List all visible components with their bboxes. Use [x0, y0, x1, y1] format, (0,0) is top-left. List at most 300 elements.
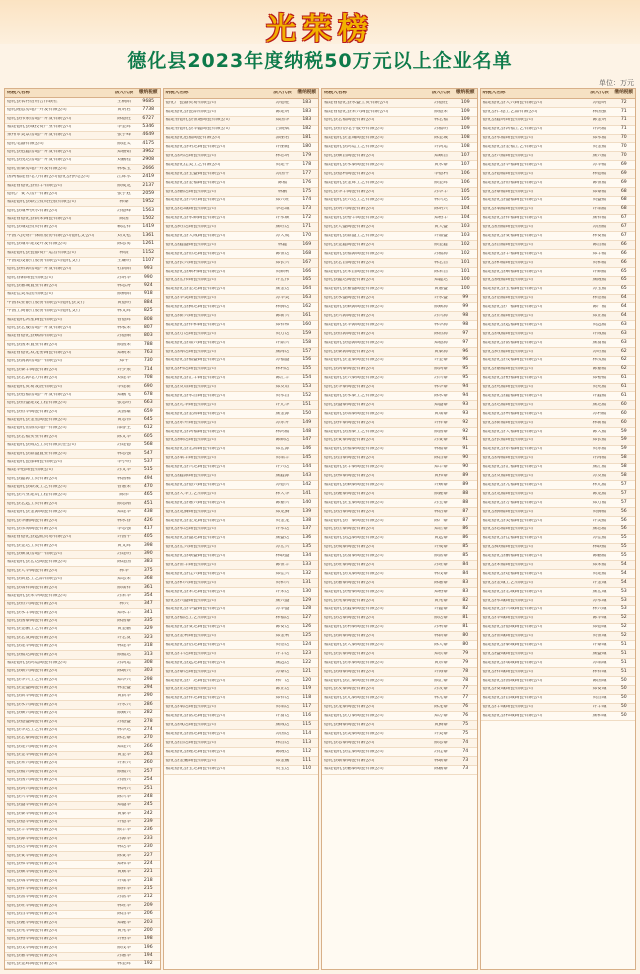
legal-rep: 苏鸿运: [117, 660, 131, 665]
legal-rep: 黄建福: [592, 571, 607, 576]
table-row: [5, 392, 160, 400]
company-name: 德化县兴福陶瓷有限公司: [482, 153, 534, 158]
legal-rep: 林安福: [592, 234, 607, 238]
legal-rep: 林联泰: [434, 758, 448, 763]
company-name: 福建德化县荣达陶瓷有限公司: [165, 589, 226, 594]
company-name: 福建省德化县荣兴陶瓷有限公司: [324, 109, 389, 114]
table-row: [322, 615, 477, 624]
tax-amount: 270: [143, 735, 153, 741]
legal-rep: 苏德胜: [434, 100, 448, 105]
tax-amount: 236: [143, 827, 153, 833]
tax-amount: 167: [302, 259, 312, 265]
tax-amount: 65: [620, 277, 627, 283]
tax-amount: 74: [462, 748, 469, 754]
company-name: 福建德化县宏城陶瓷有限公司: [482, 589, 543, 594]
table-row: [5, 542, 160, 550]
table-row: [164, 481, 319, 490]
table-row: [164, 401, 319, 410]
tax-amount: 115: [302, 721, 312, 727]
legal-rep: 郑祥达: [275, 696, 290, 701]
tax-amount: 257: [143, 768, 153, 774]
header-name: 纳税人名称: [7, 90, 30, 95]
legal-rep: 许丰达: [275, 651, 290, 656]
tax-amount: 2908: [142, 157, 155, 163]
tax-amount: 123: [302, 650, 312, 656]
company-name: 德化县顺昌陶瓷有限公司: [324, 153, 375, 158]
legal-rep: 陈金城: [434, 136, 448, 141]
company-name: 德化县城乡供水有限公司: [7, 208, 58, 213]
legal-rep: 许美福: [592, 518, 607, 523]
company-name: 德化县兴业建筑工程有限公司: [7, 493, 67, 498]
tax-amount: 68: [620, 206, 627, 212]
tax-amount: 194: [143, 953, 153, 959]
tax-amount: 426: [143, 517, 153, 523]
table-row: [5, 710, 160, 718]
table-row: [5, 433, 160, 441]
tax-amount: 303: [143, 668, 153, 674]
legal-rep: 颜隆福: [592, 278, 607, 283]
legal-rep: 黄恒城: [592, 634, 607, 639]
company-name: 德化县利达陶瓷有限公司: [165, 367, 217, 372]
table-row: [481, 490, 636, 499]
tax-amount: 94: [462, 384, 469, 390]
tax-amount: 50: [620, 713, 627, 719]
legal-rep: 陈恒达: [275, 251, 290, 256]
table-row: [481, 170, 636, 179]
company-name: 福建德化县信达陶瓷有限公司: [165, 642, 226, 647]
tax-amount: 803: [143, 333, 153, 339]
company-name: 德化县丰华陶瓷有限公司: [7, 828, 58, 833]
company-name: 福建德化县华福陶瓷有限公司: [482, 162, 543, 167]
company-name: 德化隆恩房地产开发有限公司: [7, 108, 67, 113]
table-row: [322, 686, 477, 695]
legal-rep: 黄宝达: [275, 767, 290, 772]
tax-amount: 93: [462, 401, 469, 407]
tax-amount: 537: [143, 458, 153, 464]
tax-amount: 151: [302, 401, 312, 407]
legal-rep: 许顺福: [592, 269, 607, 274]
company-name: 德化县友福陶瓷有限公司: [482, 474, 534, 479]
legal-rep: 许少泉: [117, 367, 131, 372]
legal-rep: 许鸿运: [434, 145, 448, 150]
tax-amount: 105: [460, 197, 470, 203]
tax-amount: 168: [302, 250, 312, 256]
company-name: 福建德化县远泰陶瓷有限公司: [324, 536, 384, 541]
legal-rep: 林联福: [592, 545, 607, 550]
tax-amount: 131: [302, 579, 312, 585]
company-name: 福建德化县金辉工艺有限公司: [324, 180, 384, 185]
tax-amount: 90: [462, 455, 469, 461]
tax-amount: 85: [462, 544, 469, 550]
company-name: 德化县新意工艺品有限公司: [7, 577, 63, 582]
tax-amount: 89: [462, 481, 469, 487]
company-name: 德化县荣福陶瓷有限公司: [482, 562, 534, 567]
legal-rep: 陈恒丰: [275, 562, 290, 567]
tax-amount: 183: [302, 99, 312, 105]
legal-rep: 郑长兴: [275, 260, 290, 265]
company-name: 福建德化县德兴陶瓷有限公司: [165, 482, 226, 487]
legal-rep: 颜志福: [592, 527, 607, 532]
legal-rep: 许裕华: [117, 937, 131, 942]
company-name: 福建德化县宝盛陶瓷有限公司: [165, 171, 226, 176]
tax-amount: 224: [143, 860, 153, 866]
legal-rep: 许祥泰: [434, 420, 448, 425]
legal-rep: 林文辉: [117, 309, 131, 314]
table-row: [164, 570, 319, 579]
tax-amount: 1361: [142, 232, 155, 238]
legal-rep: 黄和泰: [434, 474, 448, 479]
legal-rep: 郑顺昌: [434, 153, 448, 158]
column-header: [5, 89, 160, 98]
table-row: [5, 450, 160, 458]
legal-rep: 郑鹏飞: [117, 392, 131, 397]
company-name: 福建德化县远达陶瓷有限公司: [165, 660, 226, 665]
company-name: 中国人民财产保险股份有限公司德化支公司: [7, 233, 95, 238]
table-row: [5, 308, 160, 316]
legal-rep: 许宏发: [117, 635, 131, 640]
legal-rep: 林晨: [119, 250, 129, 255]
tax-amount: 105: [460, 188, 470, 194]
company-name: 德化县鸿兴陶瓷有限公司: [7, 786, 58, 791]
table-row: [5, 877, 160, 885]
tax-amount: 165: [302, 277, 312, 283]
tax-amount: 59: [620, 437, 627, 443]
table-row: [322, 108, 477, 117]
honor-roll-title: 光荣榜: [266, 12, 374, 47]
legal-rep: 陈恒源: [434, 331, 448, 336]
tax-amount: 405: [143, 534, 153, 540]
table-row: [322, 757, 477, 766]
legal-rep: 苏宝泰: [434, 500, 448, 505]
company-name: 福建德化县兴旺陶瓷有限公司: [165, 198, 226, 203]
legal-rep: 陈金明: [592, 118, 607, 123]
table-row: [164, 721, 319, 730]
legal-rep: 林茂福: [592, 358, 607, 363]
legal-rep: 苏佳福: [592, 536, 607, 541]
tax-amount: 125: [302, 633, 312, 639]
table-row: [5, 668, 160, 676]
company-name: 福建德化县国达陶瓷有限公司: [165, 731, 226, 736]
table-row: [322, 544, 477, 553]
legal-rep: 郑荣福: [592, 562, 607, 567]
tax-amount: 162: [302, 304, 312, 310]
tax-amount: 182: [302, 126, 312, 132]
table-row: [481, 330, 636, 339]
company-name: 德化县成泰陶瓷有限公司: [324, 545, 375, 550]
company-name: 德化县永兴陶瓷有限公司: [7, 702, 58, 707]
table-row: [164, 464, 319, 473]
company-name: 德化县华城陶瓷有限公司: [482, 616, 534, 621]
tax-amount: 109: [460, 99, 470, 105]
tax-amount: 282: [143, 710, 153, 716]
legal-rep: 黄腾泰: [434, 722, 448, 727]
table-row: [164, 650, 319, 659]
table-row: [164, 757, 319, 766]
tax-amount: 53: [620, 597, 627, 603]
tax-amount: 154: [302, 375, 312, 381]
table-row: [5, 425, 160, 433]
tax-amount: 64: [620, 313, 627, 319]
tax-amount: 58: [620, 464, 627, 470]
company-name: 德化县腾泰陶瓷有限公司: [324, 722, 375, 727]
table-row: [5, 802, 160, 810]
table-row: [322, 730, 477, 739]
company-name: 德化县华兴工艺有限公司: [7, 677, 58, 682]
company-name: 福建德化县安福陶瓷有限公司: [482, 234, 543, 238]
table-row: [164, 597, 319, 606]
table-row: [164, 517, 319, 526]
table-row: [164, 535, 319, 544]
table-row: [5, 224, 160, 232]
company-name: 福建德化县万福陶瓷有限公司: [482, 500, 543, 505]
table-row: [5, 149, 160, 157]
company-name: 福建德化县兴泰陶瓷有限公司: [324, 376, 384, 381]
company-name: 德化县和福陶瓷有限公司: [482, 260, 534, 265]
tax-amount: 209: [143, 902, 153, 908]
company-name: 德化县顺达陶瓷有限公司: [165, 438, 217, 443]
tax-amount: 69: [620, 179, 627, 185]
table-row: [5, 794, 160, 802]
legal-rep: 郑兴旺: [275, 198, 290, 203]
tax-amount: 61: [620, 384, 627, 390]
legal-rep: 颜宏城: [592, 589, 607, 594]
table-row: [5, 266, 160, 274]
legal-rep: 郑盛泰: [434, 402, 448, 407]
company-name: 福建德化县联盛陶瓷有限公司: [165, 554, 226, 559]
legal-rep: 颜远达: [275, 660, 290, 665]
company-name: 福建德化县丰福陶瓷有限公司: [482, 251, 543, 256]
table-row: [5, 232, 160, 240]
tax-amount: 245: [143, 802, 153, 808]
tax-amount: 177: [302, 170, 312, 176]
table-row: [164, 366, 319, 375]
company-name: 德化县华达工艺有限公司: [7, 727, 58, 732]
table-row: [481, 197, 636, 206]
company-name: 福建德化县金福陶瓷有限公司: [165, 180, 226, 185]
tax-amount: 60: [620, 410, 627, 416]
tax-amount: 7738: [142, 107, 155, 113]
company-name: 福建德化县联合投资控股有限公司: [7, 200, 76, 205]
table-row: [481, 464, 636, 473]
company-name: 德化县安华陶瓷有限公司: [7, 853, 58, 858]
legal-rep: 许鸿福: [592, 127, 607, 132]
tax-amount: 181: [302, 135, 312, 141]
legal-rep: 颜海达: [275, 349, 290, 354]
table-row: [481, 481, 636, 490]
table-row: [164, 499, 319, 508]
company-name: 德化县茂华陶瓷有限公司: [7, 945, 58, 950]
tax-amount: 122: [302, 659, 312, 665]
table-row: [322, 99, 477, 108]
tax-amount: 51: [620, 668, 627, 674]
legal-rep: 许鼎兴: [275, 340, 290, 345]
company-name: 德化县恒丰陶瓷有限公司: [165, 562, 217, 567]
table-row: [5, 509, 160, 517]
legal-rep: 颜鸿泰: [434, 367, 448, 372]
legal-rep: 颜祥华: [117, 887, 131, 892]
company-name: 德化春阳陶瓷有限公司: [7, 275, 53, 280]
table-row: [164, 695, 319, 704]
legal-rep: 黄和兴: [275, 580, 290, 585]
tax-amount: 67: [620, 233, 627, 238]
legal-rep: 颜盛城: [592, 651, 607, 656]
tax-amount: 417: [143, 525, 153, 531]
company-name: 福建德化县鹏福陶瓷有限公司: [482, 554, 543, 559]
company-name: 德化县华鹏陶瓷有限公司: [7, 518, 58, 523]
table-row: [5, 333, 160, 341]
tax-amount: 69: [620, 170, 627, 176]
tax-amount: 86: [462, 526, 469, 532]
table-row: [164, 143, 319, 152]
legal-rep: 赖廷祥: [117, 225, 131, 230]
company-name: 德化县福达工艺有限公司: [165, 616, 217, 621]
company-name: 福建德化县佳福陶瓷有限公司: [482, 536, 543, 541]
table-row: [481, 223, 636, 232]
legal-rep: 郑祥和: [275, 322, 290, 327]
legal-rep: 林联盛: [275, 554, 290, 559]
tax-amount: 227: [143, 852, 153, 858]
legal-rep: 黄盛福: [592, 198, 607, 203]
company-name: 德化县天华工艺有限公司: [165, 491, 217, 496]
company-name: 福建德化县鸿运工艺有限公司: [324, 145, 384, 150]
company-name: 德化县昌泰陶瓷有限公司: [324, 456, 375, 461]
tax-amount: 67: [620, 215, 627, 221]
company-name: 福建德化县广达陶瓷有限公司: [165, 678, 226, 683]
table-row: [5, 584, 160, 592]
tax-amount: 308: [143, 659, 153, 665]
legal-rep: 郑宏源: [275, 447, 290, 452]
tax-amount: 62: [620, 348, 627, 354]
company-name: 德化县隆福陶瓷有限公司: [482, 278, 534, 283]
table-row: [164, 384, 319, 393]
company-name: 德化县东海陶瓷有限公司: [7, 526, 58, 531]
tax-amount: 212: [143, 894, 153, 900]
tax-amount: 118: [302, 695, 312, 701]
table-row: [481, 446, 636, 455]
company-name: 德化县盛城陶瓷有限公司: [482, 651, 534, 656]
company-name: 福建德化县汇丰陶瓷有限公司: [165, 376, 226, 381]
tax-amount: 100: [460, 286, 470, 292]
legal-rep: 许金城: [592, 580, 607, 585]
legal-rep: 苏泰达: [275, 669, 290, 674]
tax-amount: 1261: [142, 241, 155, 247]
company-name: 福建德化县鑫泰陶瓷有限公司: [324, 607, 384, 612]
legal-rep: 许鼎盛: [434, 234, 448, 238]
table-row: [5, 601, 160, 609]
tax-amount: 990: [143, 274, 153, 280]
tax-amount: 81: [462, 624, 469, 630]
tax-amount: 108: [460, 135, 470, 141]
company-name: 福建德化冠福陶瓷有限公司: [165, 136, 221, 141]
table-row: [5, 894, 160, 902]
company-name: 福建德化县鹏泰陶瓷有限公司: [324, 767, 384, 772]
tax-amount: 141: [302, 490, 312, 496]
legal-rep: 苏德峰: [117, 208, 131, 213]
table-row: [5, 861, 160, 869]
legal-rep: 许富达: [275, 714, 290, 719]
table-row: [322, 232, 477, 241]
table-row: [5, 216, 160, 224]
legal-rep: 颜盛达: [275, 536, 290, 541]
tax-amount: 126: [302, 624, 312, 630]
table-row: [322, 375, 477, 384]
legal-rep: 郑正泰: [434, 527, 448, 532]
company-name: 德化县永福陶瓷有限公司: [482, 136, 534, 141]
company-name: 中国农业银行股份有限公司德化县支行: [7, 300, 86, 305]
legal-rep: 颜达泰: [434, 616, 448, 621]
tax-amount: 71: [620, 126, 627, 132]
legal-rep: 黄志伟: [117, 418, 131, 423]
legal-rep: 林家荣: [117, 325, 131, 330]
company-name: 德化县源华陶瓷有限公司: [7, 836, 58, 841]
company-name: 福建德化县茂福陶瓷有限公司: [482, 358, 543, 363]
table-row: [5, 107, 160, 115]
company-name: 福建德化县广泰陶瓷有限公司: [324, 518, 384, 523]
table-row: [5, 442, 160, 450]
legal-rep: 黄德明: [117, 300, 131, 305]
legal-rep: 许瑞福: [592, 207, 607, 212]
company-name: 德化县海达陶瓷有限公司: [165, 349, 217, 354]
table-row: [481, 704, 636, 713]
legal-rep: 苏友福: [592, 474, 607, 479]
company-name: 德化县伟泉房地产开发有限公司: [7, 116, 72, 121]
legal-rep: 黄东泰: [434, 660, 448, 665]
company-name: 福建德化县福盛陶瓷有限公司: [165, 358, 226, 363]
table-row: [164, 446, 319, 455]
tax-amount: 158: [302, 339, 312, 345]
table-column-4: [480, 88, 637, 970]
company-name: 德化县腾福陶瓷有限公司: [482, 509, 534, 514]
tax-amount: 144: [302, 464, 312, 470]
table-row: [5, 484, 160, 492]
table-row: [164, 268, 319, 277]
company-name: 德化县金鹏陶瓷有限公司: [165, 758, 217, 763]
legal-rep: 林华: [119, 568, 129, 573]
company-name: 德化县成福陶瓷有限公司: [482, 331, 534, 336]
legal-rep: 陈宏泰: [117, 736, 131, 741]
company-name: 福建德化县茂泰陶瓷有限公司: [324, 571, 384, 576]
company-name: 德化县旺泰陶瓷有限公司: [324, 562, 375, 567]
legal-rep: 苏宝福: [592, 287, 607, 292]
table-row: [5, 98, 160, 106]
company-name: 德化县华美陶瓷有限公司: [165, 296, 217, 301]
company-name: 德化县兆泰陶瓷有限公司: [324, 598, 375, 603]
legal-rep: 林福达: [275, 616, 290, 621]
tax-amount: 104: [460, 206, 470, 212]
header-banner: [0, 0, 640, 47]
company-name: 德化县瑞华陶瓷有限公司: [7, 878, 58, 883]
legal-rep: 陈文华: [117, 434, 131, 439]
legal-rep: 许海福: [592, 456, 607, 461]
table-row: [481, 215, 636, 224]
legal-rep: 许海泰: [434, 669, 448, 674]
company-name: 德化县悦达房地产开发有限公司: [7, 158, 72, 163]
legal-rep: 许荣兴: [117, 761, 131, 766]
company-name: 福建德化县嘉盛陶瓷有限公司: [324, 287, 384, 292]
legal-rep: 郑长福: [592, 438, 607, 443]
company-name: 福建德化县佳兴陶瓷有限公司: [165, 571, 226, 576]
table-row: [481, 615, 636, 624]
tax-amount: 106: [460, 179, 470, 185]
tax-amount: 116: [302, 713, 312, 719]
legal-rep: 苏华丰: [434, 189, 448, 194]
tax-amount: 50: [620, 686, 627, 692]
legal-rep: 黄金鹏: [117, 627, 131, 632]
table-row: [481, 384, 636, 393]
company-name: 福建德化瓷都陶瓷有限公司: [7, 459, 63, 464]
company-name: 德化县隆泰陶瓷有限公司: [324, 491, 375, 496]
table-row: [322, 303, 477, 312]
